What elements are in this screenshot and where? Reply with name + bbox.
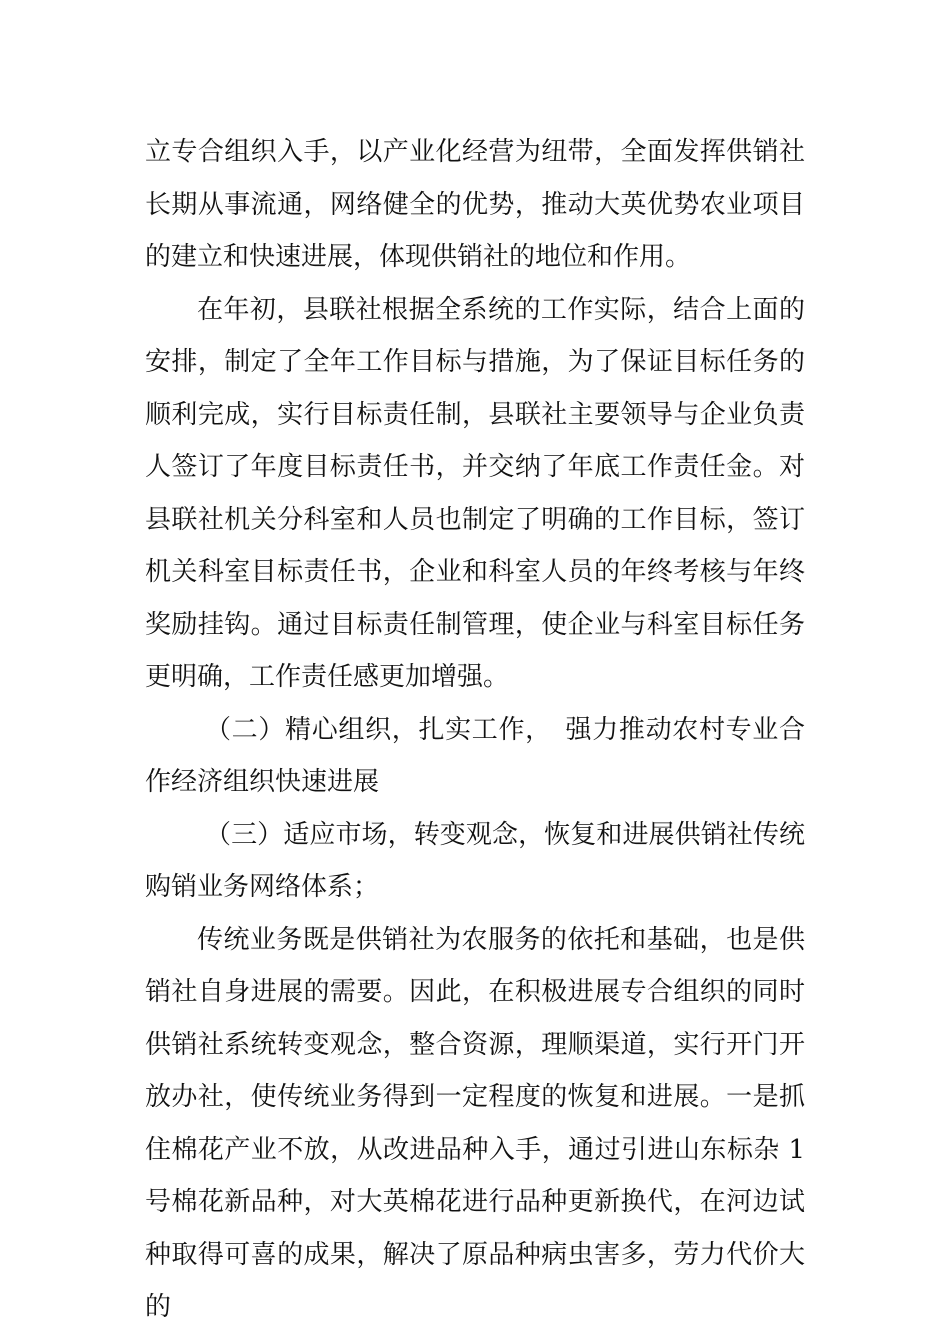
paragraph-traditional-business: 传统业务既是供销社为农服务的依托和基础，也是供销社自身进展的需要。因此，在积极进展专合组织的同时供销社系统转变观念，整合资源，理顺渠道，实行开门开放办社，使传统业务得到一定程度的恢复和进展。一是抓住棉花产业不放，从改进品种入手，通过引进山东标杂 1 号棉花新品种，对大英棉花进行品种更新换代，在河边试种取得可喜的成果，解决了原品种病虫害多，劳力代价大的 [145, 924, 805, 1322]
paragraph-continuation: 立专合组织入手，以产业化经营为纽带，全面发挥供销社长期从事流通，网络健全的优势，推动大英优势农业项目的建立和快速进展，体现供销社的地位和作用。 [145, 137, 805, 272]
section-heading-two: （二）精心组织，扎实工作， 强力推动农村专业合作经济组织快速进展 [145, 714, 805, 797]
section-heading-three: （三）适应市场，转变观念，恢复和进展供销社传统购销业务网络体系； [145, 819, 805, 902]
document-body [145, 126, 805, 1334]
paragraph-target-responsibility: 在年初，县联社根据全系统的工作实际，结合上面的安排，制定了全年工作目标与措施，为了保证目标任务的顺利完成，实行目标责任制，县联社主要领导与企业负责人签订了年度目标责任书，并交纳了年底工作责任金。对县联社机关分科室和人员也制定了明确的工作目标，签订机关科室目标责任书，企业和科室人员的年终考核与年终奖励挂钩。通过目标责任制管理，使企业与科室目标任务更明确，工作责任感更加增强。 [145, 294, 805, 692]
